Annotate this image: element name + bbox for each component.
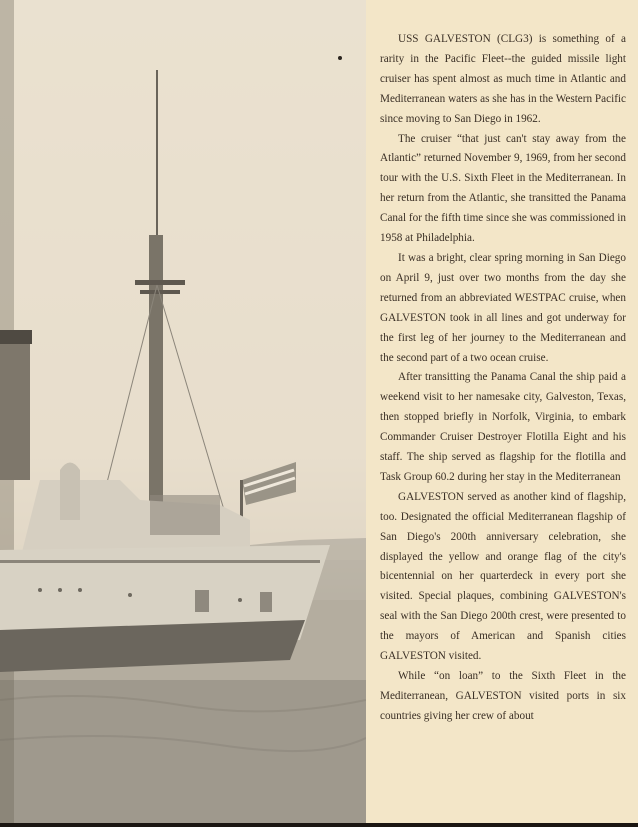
paragraph: While “on loan” to the Sixth Fleet in the Mediterranean, GALVESTON visited ports in six countries giving her crew of about — [380, 670, 626, 722]
paragraph: GALVESTON served as another kind of flagship, too. Designated the official Mediterranean flagship of San Diego's 200th anniversary celebration, she displayed the yellow and orange flag of the city's bicentennial on her quarterdeck in every port she visited. Special plaques, combining GALVESTON's seal with the San Diego 200th crest, were presented to the mayors of American and Spanish cities GALVESTON visited. — [380, 490, 626, 663]
paragraph: USS GALVESTON (CLG3) is something of a rarity in the Pacific Fleet--the guided missile light cruiser has spent almost as much time in Atlantic and Mediterranean waters as she has in the Western Pacific since moving to San Diego in 1962. — [380, 33, 626, 125]
article-text — [380, 30, 626, 727]
paragraph: After transitting the Panama Canal the ship paid a weekend visit to her namesake city, Galveston, Texas, then stopped briefly in Norfolk, Virginia, to embark Commander Cruiser Destroyer Flotilla Eight and his staff. The ship served as flagship for the flotilla and Task Group 60.2 during her stay in the Mediterranean — [380, 371, 626, 483]
paragraph: The cruiser “that just can't stay away from the Atlantic” returned November 9, 1969, from her second tour with the U.S. Sixth Fleet in the Mediterranean. In her return from the Atlantic, she transitted the Panama Canal for the fifth time since she was commissioned in 1958 at Philadelphia. — [380, 132, 626, 245]
paragraph: It was a bright, clear spring morning in San Diego on April 9, just over two months from the day she returned from an abbreviated WESTPAC cruise, when GALVESTON took in all lines and got underway for the first leg of her journey to the Mediterranean and the second part of a two ocean cruise. — [380, 251, 626, 364]
page-edge — [0, 823, 638, 827]
